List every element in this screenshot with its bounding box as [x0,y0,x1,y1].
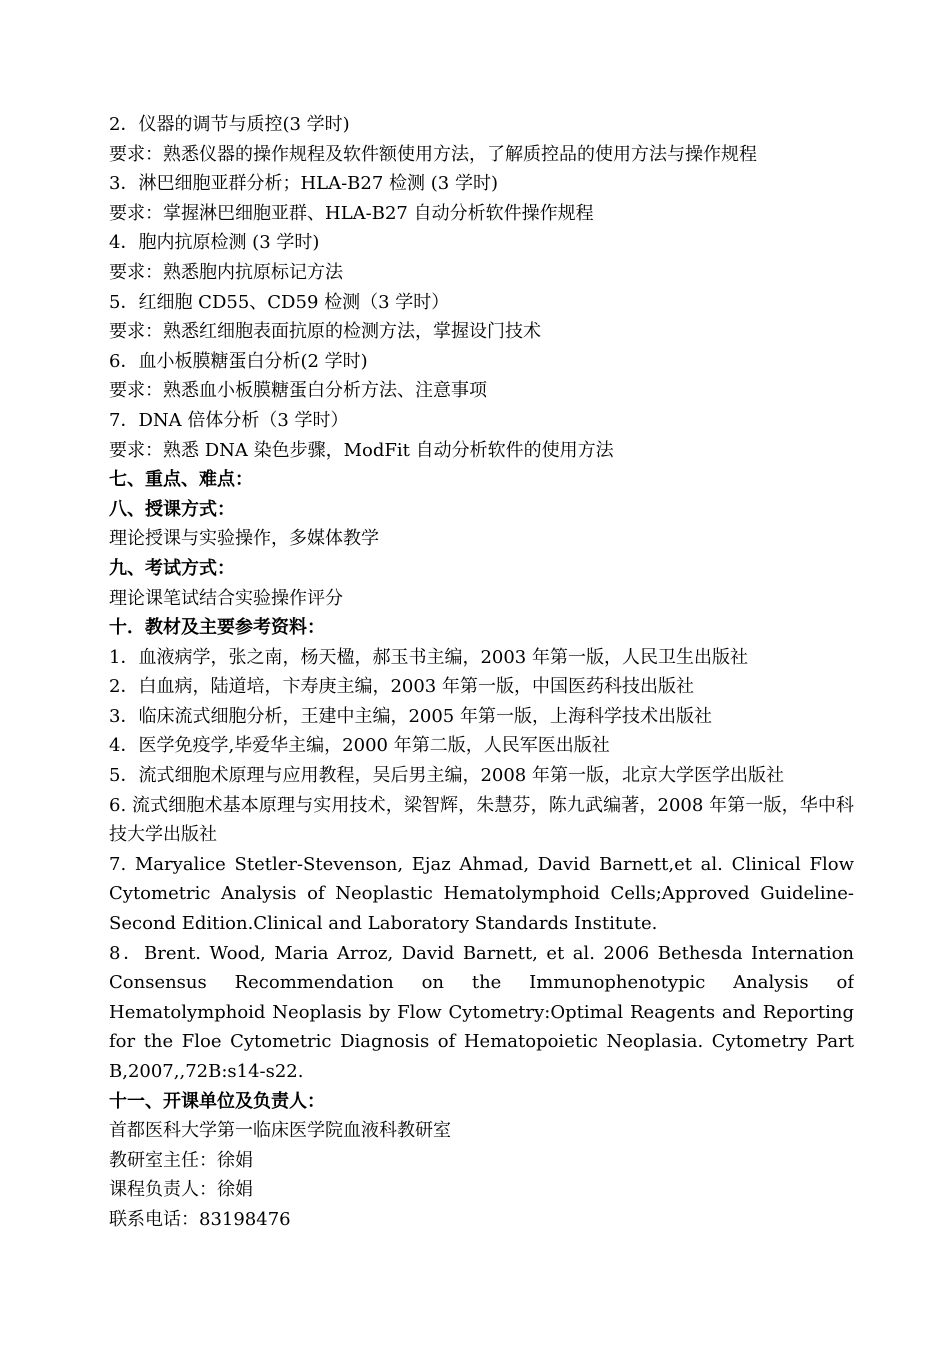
experiment-item-3: 3．淋巴细胞亚群分析；HLA-B27 检测 (3 学时) [109,173,498,195]
reference-item-3: 3．临床流式细胞分析，王建中主编，2005 年第一版，上海科学技术出版社 [109,705,712,727]
experiment-item-4: 4．胞内抗原检测 (3 学时) [109,232,320,254]
section-8-text: 理论授课与实验操作，多媒体教学 [109,528,379,550]
teaching-unit: 首都医科大学第一临床医学院血液科教研室 [109,1120,451,1142]
experiment-requirement-6: 要求：熟悉血小板膜糖蛋白分析方法、注意事项 [109,380,487,402]
reference-item-1: 1．血液病学，张之南，杨天楹，郝玉书主编，2003 年第一版，人民卫生出版社 [109,646,748,668]
reference-item-5: 5．流式细胞术原理与应用教程，吴后男主编，2008 年第一版，北京大学医学出版社 [109,765,784,787]
reference-item-7: 7. Maryalice Stetler-Stevenson, Ejaz Ahmad, David Barnett,et al. Clinical Flow Cytometric Analysis of Neoplastic Hematolymphoid Cells;Approved Guideline-Second Edition.Clinical and Laboratory Standards Institute. [109,853,854,935]
section-9-text: 理论课笔试结合实验操作评分 [109,587,343,609]
section-10-heading: 十．教材及主要参考资料： [109,617,325,639]
section-8-heading: 八、授课方式： [109,498,235,520]
experiment-item-7: 7．DNA 倍体分析（3 学时） [109,409,349,431]
experiment-item-2: 2．仪器的调节与质控(3 学时) [109,114,350,135]
experiment-requirement-5: 要求：熟悉红细胞表面抗原的检测方法，掌握设门技术 [109,321,541,343]
reference-list [109,643,854,1087]
section-9-heading: 九、考试方式： [109,557,235,579]
reference-item-8: 8．Brent. Wood, Maria Arroz, David Barnett, et al. 2006 Bethesda Internation Consensus Recommendation on the Immunophenotypic Analysis of Hematolymphoid Neoplasis by Flow Cytometry:Optimal Reagents and Reporting for the Floe Cytometric Diagnosis of Hematopoietic Neoplasia. Cytometry Part B,2007,,72B:s14-s22. [109,942,854,1082]
contact-phone: 联系电话：83198476 [109,1208,291,1230]
experiment-requirement-3: 要求：掌握淋巴细胞亚群、HLA-B27 自动分析软件操作规程 [109,202,594,224]
experiment-item-5: 5．红细胞 CD55、CD59 检测（3 学时） [109,291,450,313]
section-7-heading: 七、重点、难点： [109,469,253,491]
reference-item-6: 6. 流式细胞术基本原理与实用技术，梁智辉，朱慧芬，陈九武编著，2008 年第一版，华中科技大学出版社 [109,794,854,846]
course-lead: 课程负责人：徐娟 [109,1179,253,1201]
experiment-list [109,110,854,465]
department-director: 教研室主任：徐娟 [109,1149,253,1171]
section-11-heading: 十一、开课单位及负责人： [109,1090,325,1112]
reference-item-4: 4．医学免疫学,毕爱华主编，2000 年第二版，人民军医出版社 [109,735,610,757]
document-page [109,110,854,1235]
experiment-requirement-4: 要求：熟悉胞内抗原标记方法 [109,261,343,283]
experiment-requirement-7: 要求：熟悉 DNA 染色步骤，ModFit 自动分析软件的使用方法 [109,439,614,461]
experiment-item-6: 6．血小板膜糖蛋白分析(2 学时) [109,350,368,372]
reference-item-2: 2．白血病，陆道培，卞寿庚主编，2003 年第一版，中国医药科技出版社 [109,676,694,698]
experiment-requirement-2: 要求：熟悉仪器的操作规程及软件额使用方法，了解质控品的使用方法与操作规程 [109,143,757,165]
